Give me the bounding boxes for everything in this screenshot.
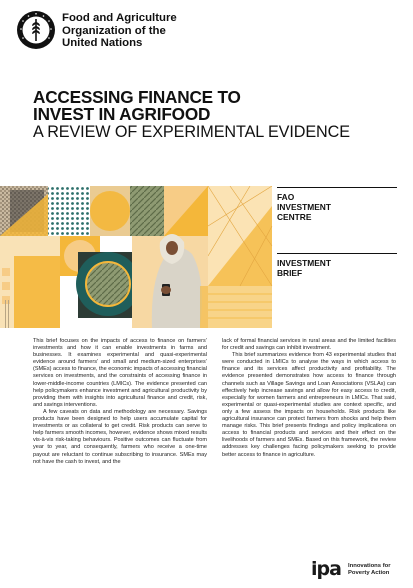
- photo-credit-mark: [3, 300, 11, 328]
- body-paragraph: This brief summarizes evidence from 43 experimental studies that were conducted in LMICs to analyse the ways in which access to finance and its services affect productivity and profitability. The evidence presented demonstrates how access to finance through channels such as Village Savings and Loan Associations (VSLAs) can effectively help increase savings and allow for easy access to credit, especially for women farmers and entrepreneurs in LMICs. That said, experimental or quasi-experimental studies are context specific, and only a few assess the impacts on households. Risk products like agricultural insurance can protect farmers from shocks and help them manage risks. This brief presents findings and policy implications on access to financial products and services and their effect on the livelihoods of farmers and SMEs. Based on this framework, the review addresses key challenges facing policymakers seeking to provide better access to finance in agriculture.: [222, 352, 396, 458]
- fao-emblem-icon: [16, 10, 56, 50]
- title-line: ACCESSING FINANCE TO: [33, 87, 241, 107]
- body-paragraph: lack of formal financial services in rural areas and the limited facilities for credit and savings can inhibit investment.: [222, 338, 396, 352]
- body-column-left: [33, 338, 207, 466]
- organization-name: [62, 12, 177, 50]
- ipa-logo-text: [348, 563, 391, 577]
- badge-rule: [277, 187, 397, 188]
- badge-line: BRIEF: [277, 268, 303, 278]
- badge-line: INVESTMENT: [277, 202, 331, 212]
- body-paragraph: This brief focuses on the impacts of access to finance on farmers’ investments and how it can enable investments in farms and businesses. It examines experimental and quasi-experimental evidence around farmers’ and small and medium-sized enterprises’ (SMEs) access to finance, the economic impacts of accessing financial services on investments, and the constraints of accessing finance in lower-middle-income countries (LMICs). The evidence presented can help policymakers enhance investment and agricultural productivity by providing them with insights into agricultural finance and credit, risk, and savings interventions.: [33, 338, 207, 408]
- badge-line: INVESTMENT: [277, 258, 331, 268]
- badge-label: [277, 192, 397, 222]
- org-name-line: United Nations: [62, 37, 143, 50]
- document-title: [33, 89, 373, 123]
- document-subtitle: A REVIEW OF EXPERIMENTAL EVIDENCE: [33, 123, 350, 141]
- badge-line: CENTRE: [277, 212, 312, 222]
- ipa-logo-line: Innovations for: [348, 563, 391, 569]
- body-paragraph: A few caveats on data and methodology are necessary. Savings products have been designed to help users accumulate capital for investments or as collateral to get credit. Risk products can serve to help farmers smooth incomes, however, evidence shows mixed results vis-à-vis risk-taking behaviours. Positive outcomes can fluctuate from year to year, and consequently, farmers who receive a one-time payout are reluctant to continue subscribing to insurance. SMEs may not have the cash to invest, and the: [33, 408, 207, 465]
- badge-line: FAO: [277, 192, 295, 202]
- body-column-right: [222, 338, 396, 459]
- investment-brief-badge: [277, 253, 397, 278]
- badge-label: [277, 258, 397, 278]
- org-name-line: Organization of the: [62, 24, 166, 37]
- ipa-logo: [311, 558, 401, 584]
- org-name-line: Food and Agriculture: [62, 12, 177, 24]
- badge-rule: [277, 253, 397, 254]
- fao-investment-centre-badge: [277, 187, 397, 222]
- title-line: INVEST IN AGRIFOOD: [33, 104, 211, 124]
- ipa-logo-mark: ipa: [311, 558, 341, 580]
- ipa-logo-line: Poverty Action: [348, 570, 390, 576]
